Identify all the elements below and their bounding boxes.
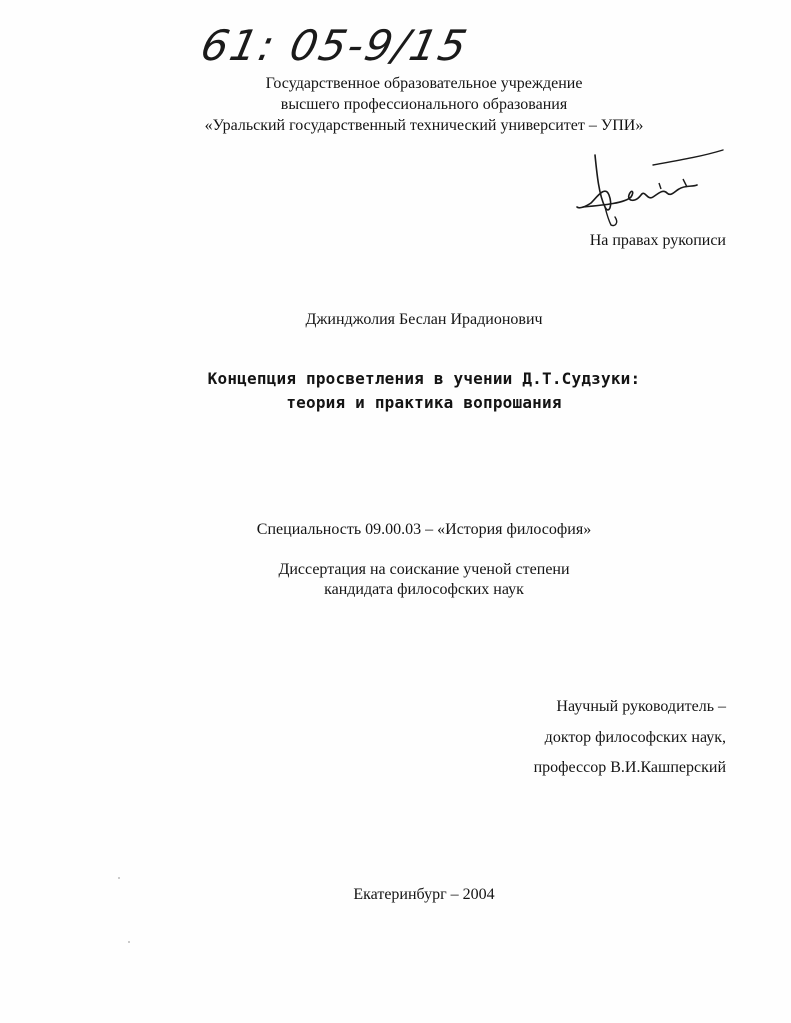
supervisor-line-1: Научный руководитель – — [556, 698, 726, 715]
degree-line-2: кандидата философских наук — [324, 581, 524, 598]
rights-note: На правах рукописи — [589, 232, 726, 249]
author-name: Джинджолия Беслан Ирадионович — [305, 311, 543, 328]
scan-speck — [128, 941, 130, 943]
supervisor-line-3: профессор В.И.Кашперский — [533, 759, 726, 776]
scan-speck — [118, 877, 120, 879]
institution-line-3: «Уральский государственный технический университет – УПИ» — [204, 117, 644, 134]
supervisor-line-2: доктор философских наук, — [544, 729, 726, 746]
institution-line-1: Государственное образовательное учреждение — [265, 75, 583, 92]
thesis-title-line-2: теория и практика вопрошания — [286, 393, 562, 412]
handwritten-archive-code — [196, 12, 473, 72]
signature — [575, 145, 735, 230]
place-and-year: Екатеринбург – 2004 — [353, 886, 495, 903]
specialty: Специальность 09.00.03 – «История философия» — [256, 521, 592, 538]
thesis-title-line-1: Концепция просветления в учении Д.Т.Судзуки: — [207, 369, 641, 388]
degree-line-1: Диссертация на соискание ученой степени — [278, 561, 570, 578]
institution-line-2: высшего профессионального образования — [280, 96, 568, 113]
archive-code-text: 61: 05-9/15 — [196, 22, 473, 71]
